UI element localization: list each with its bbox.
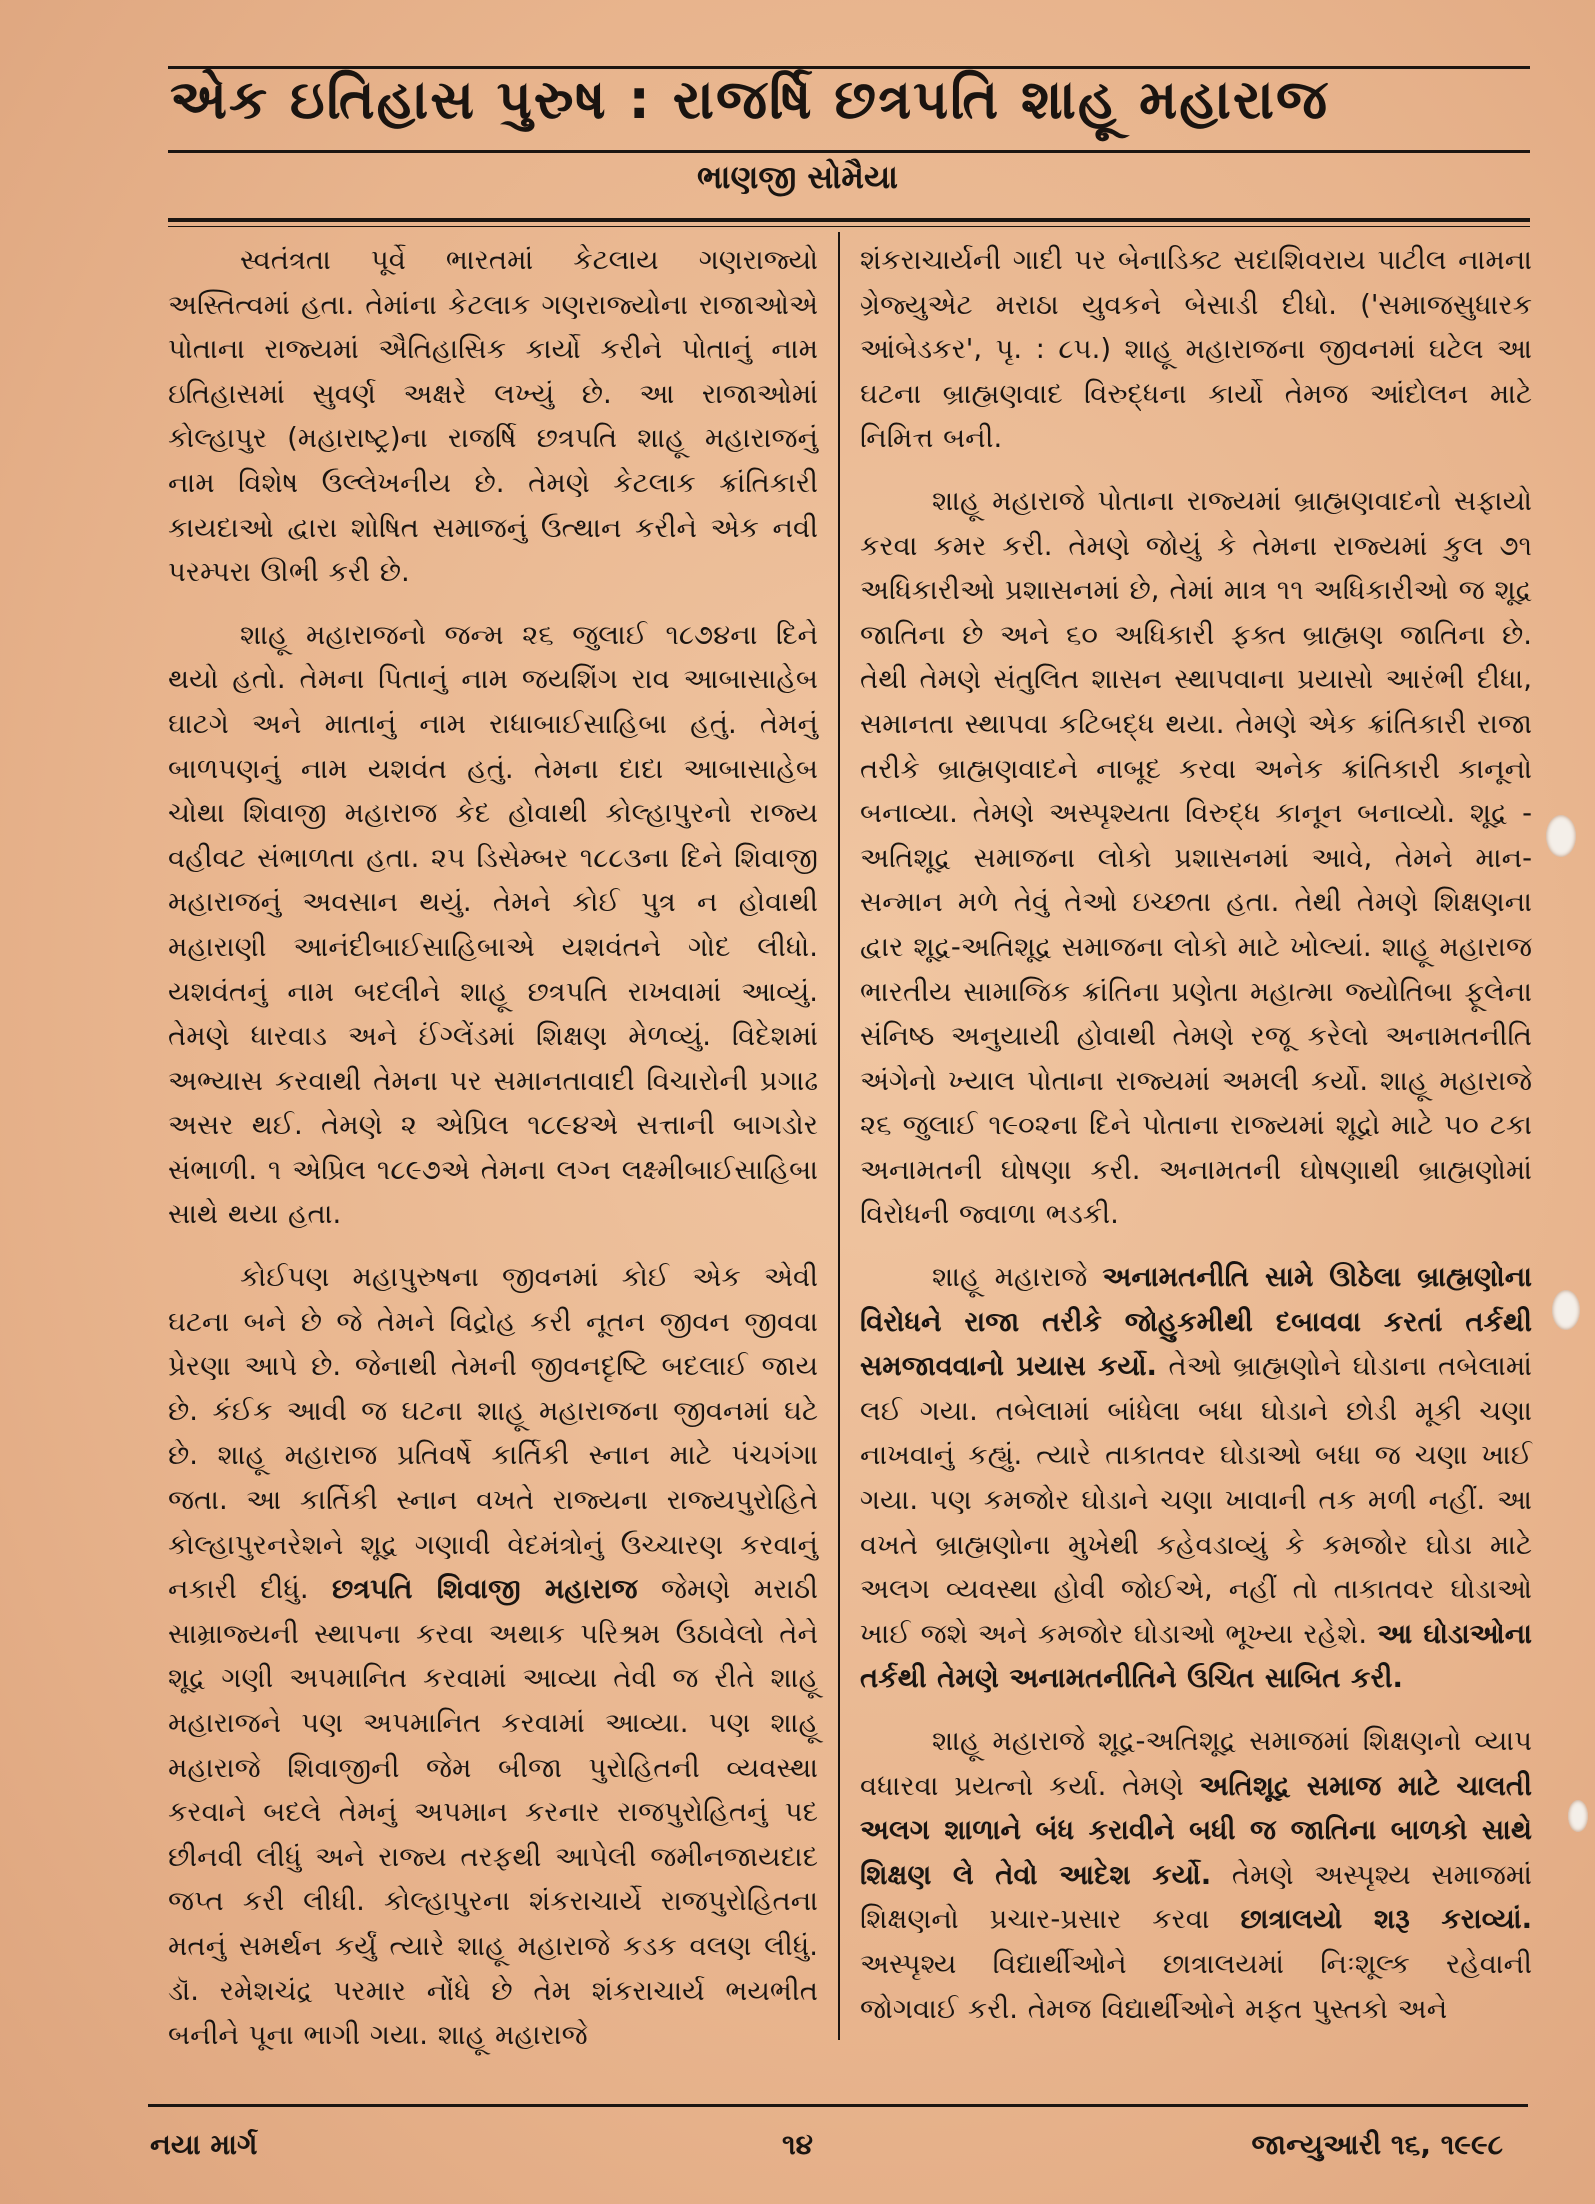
bold-text: છત્રપતિ શિવાજી મહારાજ (332, 1573, 638, 1606)
author-rule-thin (168, 226, 1530, 227)
footer-rule (148, 2104, 1528, 2107)
text-span: કોઈપણ મહાપુરુષના જીવનમાં કોઈ એક એવી ઘટના બને છે જે તેમને વિદ્રોહ કરી નૂતન જીવન જીવવા પ્રેરણા આપે છે. જેનાથી તેમની જીવનદૃષ્ટિ બદલાઈ જાય છે. કંઈક આવી જ ઘટના શાહૂ મહારાજના જીવનમાં ઘટે છે. શાહૂ મહારાજ પ્રતિવર્ષે કાર્તિકી સ્નાન માટે પંચગંગા જતા. આ કાર્તિકી સ્નાન વખતે રાજ્યના રાજ્યપુરોહિતે કોલ્હાપુરનરેશને શૂદ્ર ગણાવી વેદમંત્રોનું ઉચ્ચારણ કરવાનું નકારી દીધું. (168, 1261, 818, 1606)
paragraph: શંકરાચાર્યની ગાદી પર બેનાડિક્ટ સદાશિવરાય પાટીલ નામના ગ્રેજ્યુએટ મરાઠા યુવકને બેસાડી દીધો. ('સમાજસુધારક આંબેડકર', પૃ. : ૮૫.) શાહૂ મહારાજના જીવનમાં ઘટેલ આ ઘટના બ્રાહ્મણવાદ વિરુદ્ધના કાર્યો તેમજ આંદોલન માટે નિમિત્ત બની. (860, 244, 1532, 455)
author-rule (168, 218, 1530, 222)
page-number: ૧૪ (781, 2128, 814, 2161)
paragraph: સ્વતંત્રતા પૂર્વે ભારતમાં કેટલાય ગણરાજ્યો અસ્તિત્વમાં હતા. તેમાંના કેટલાક ગણરાજ્યોના રાજાઓએ પોતાના રાજ્યમાં ઐતિહાસિક કાર્યો કરીને પોતાનું નામ ઇતિહાસમાં સુવર્ણ અક્ષરે લખ્યું છે. આ રાજાઓમાં કોલ્હાપુર (મહારાષ્ટ્ર)ના રાજર્ષિ છત્રપતિ શાહૂ મહારાજનું નામ વિશેષ ઉલ્લેખનીય છે. તેમણે કેટલાક ક્રાંતિકારી કાયદાઓ દ્વારા શોષિત સમાજનું ઉત્થાન કરીને એક નવી પરમ્પરા ઊભી કરી છે. (168, 244, 818, 589)
text-span: જેમણે મરાઠી સામ્રાજ્યની સ્થાપના કરવા અથાક પરિશ્રમ ઉઠાવેલો તેને શૂદ્ર ગણી અપમાનિત કરવામાં આવ્યા તેવી જ રીતે શાહૂ મહારાજને પણ અપમાનિત કરવામાં આવ્યા. પણ શાહૂ મહારાજે શિવાજીની જેમ બીજા પુરોહિતની વ્યવસ્થા કરવાને બદલે તેમનું અપમાન કરનાર રાજપુરોહિતનું પદ છીનવી લીધું અને રાજ્ય તરફથી આપેલી જમીનજાયદાદ જપ્ત કરી લીધી. કોલ્હાપુરના શંકરાચાર્યે રાજપુરોહિતના મતનું સમર્થન કર્યું ત્યારે શાહૂ મહારાજે કડક વલણ લીધું. ડૉ. રમેશચંદ્ર પરમાર નોંધે છે તેમ શંકરાચાર્ય ભયભીત બનીને પૂના ભાગી ગયા. શાહૂ મહારાજે (168, 1573, 818, 2052)
paragraph: શાહૂ મહારાજનો જન્મ ૨૬ જુલાઈ ૧૮૭૪ના દિને થયો હતો. તેમના પિતાનું નામ જયશિંગ રાવ આબાસાહેબ ઘાટગે અને માતાનું નામ રાધાબાઈસાહિબા હતું. તેમનું બાળપણનું નામ યશવંત હતું. તેમના દાદા આબાસાહેબ ચોથા શિવાજી મહારાજ કેદ હોવાથી કોલ્હાપુરનો રાજ્ય વહીવટ સંભાળતા હતા. ૨૫ ડિસેમ્બર ૧૮૮૩ના દિને શિવાજી મહારાજનું અવસાન થયું. તેમને કોઈ પુત્ર ન હોવાથી મહારાણી આનંદીબાઈસાહિબાએ યશવંતને ગોદ લીધો. યશવંતનું નામ બદલીને શાહૂ છત્રપતિ રાખવામાં આવ્યું. તેમણે ધારવાડ અને ઈંગ્લેંડમાં શિક્ષણ મેળવ્યું. વિદેશમાં અભ્યાસ કરવાથી તેમના પર સમાનતાવાદી વિચારોની પ્રગાઢ અસર થઈ. તેમણે ૨ એપ્રિલ ૧૮૯૪એ સત્તાની બાગડોર સંભાળી. ૧ એપ્રિલ ૧૮૯૭એ તેમના લગ્ન લક્ષ્મીબાઈસાહિબા સાથે થયા હતા. (168, 618, 818, 1231)
text-span: તેઓ બ્રાહ્મણોને ઘોડાના તબેલામાં લઈ ગયા. તબેલામાં બાંધેલા બધા ઘોડાને છોડી મૂકી ચણા નાખવાનું કહ્યું. ત્યારે તાકાતવર ઘોડાઓ બધા જ ચણા ખાઈ ગયા. પણ કમજોર ઘોડાને ચણા ખાવાની તક મળી નહીં. આ વખતે બ્રાહ્મણોના મુખેથી કહેવડાવ્યું કે કમજોર ઘોડા માટે અલગ વ્યવસ્થા હોવી જોઈએ, નહીં તો તાકાતવર ઘોડાઓ ખાઈ જશે અને કમજોર ઘોડાઓ ભૂખ્યા રહેશે. (860, 1350, 1533, 1650)
paragraph: શાહૂ મહારાજે પોતાના રાજ્યમાં બ્રાહ્મણવાદનો સફાયો કરવા કમર કરી. તેમણે જોયું કે તેમના રાજ્યમાં કુલ ૭૧ અધિકારીઓ પ્રશાસનમાં છે, તેમાં માત્ર ૧૧ અધિકારીઓ જ શૂદ્ર જાતિના છે અને ૬૦ અધિકારી ફક્ત બ્રાહ્મણ જાતિના છે. તેથી તેમણે સંતુલિત શાસન સ્થાપવાના પ્રયાસો આરંભી દીધા, સમાનતા સ્થાપવા કટિબદ્ધ થયા. તેમણે એક ક્રાંતિકારી રાજા તરીકે બ્રાહ્મણવાદને નાબૂદ કરવા અનેક ક્રાંતિકારી કાનૂનો બનાવ્યા. તેમણે અસ્પૃશ્યતા વિરુદ્ધ કાનૂન બનાવ્યો. શૂદ્ર - અતિશૂદ્ર સમાજના લોકો પ્રશાસનમાં આવે, તેમને માન-સન્માન મળે તેવું તેઓ ઇચ્છતા હતા. તેથી તેમણે શિક્ષણના દ્વાર શૂદ્ર-અતિશૂદ્ર સમાજના લોકો માટે ખોલ્યાં. શાહૂ મહારાજ ભારતીય સામાજિક ક્રાંતિના પ્રણેતા મહાત્મા જ્યોતિબા ફૂલેના સંનિષ્ઠ અનુયાયી હોવાથી તેમણે રજૂ કરેલો અનામતનીતિ અંગેનો ખ્યાલ પોતાના રાજ્યમાં અમલી કર્યો. શાહૂ મહારાજે ૨૬ જુલાઈ ૧૯૦૨ના દિને પોતાના રાજ્યમાં શૂદ્રો માટે ૫૦ ટકા અનામતની ઘોષણા કરી. અનામતની ઘોષણાથી બ્રાહ્મણોમાં વિરોધની જ્વાળા ભડકી. (860, 484, 1532, 1231)
bold-text: આ ઘોડાઓના તર્કથી તેમણે અનામતનીતિને ઉચિત સાબિત કરી. (860, 1617, 1532, 1695)
column-divider (838, 232, 840, 2040)
paragraph (860, 1255, 1532, 1701)
article-title: એક ઇતિહાસ પુરુષ : રાજર્ષિ છત્રપતિ શાહૂ મહારાજ (170, 68, 1330, 131)
bold-text: અનામતનીતિ સામે ઊઠેલા બ્રાહ્મણોના વિરોધને રાજા તરીકે જોહુકમીથી દબાવવા કરતાં તર્કથી સમજાવવાનો પ્રયાસ કર્યો. (860, 1261, 1532, 1383)
article-author: ભાણજી સોમૈયા (697, 158, 898, 196)
text-span: અસ્પૃશ્ય વિદ્યાર્થીઓને છાત્રાલયમાં નિઃશૂલ્ક રહેવાની જોગવાઈ કરી. તેમજ વિદ્યાર્થીઓને મફત પુસ્તકો અને (860, 1947, 1532, 2025)
paragraph (168, 1255, 818, 2058)
text-span: શાહૂ મહારાજે (932, 1261, 1088, 1294)
publication-name: નયા માર્ગ (150, 2128, 258, 2161)
punch-hole (1546, 815, 1576, 857)
issue-date: જાન્યુઆરી ૧૬, ૧૯૯૮ (1251, 2128, 1503, 2161)
bold-text: અતિશૂદ્ર સમાજ માટે ચાલતી અલગ શાળાને બંધ કરાવીને બધી જ જાતિના બાળકો સાથે શિક્ષણ લે તેવો આદેશ કર્યો. (860, 1769, 1533, 1891)
left-column (168, 238, 818, 2076)
punch-hole (1568, 1800, 1588, 1832)
text-span: તેમણે અસ્પૃશ્ય સમાજમાં શિક્ષણનો પ્રચાર-પ્રસાર કરવા (860, 1858, 1532, 1936)
paragraph (860, 1719, 1532, 2031)
right-column (860, 238, 1532, 2049)
title-underline (168, 150, 1530, 153)
text-span: શાહૂ મહારાજે શૂદ્ર-અતિશૂદ્ર સમાજમાં શિક્ષણનો વ્યાપ વધારવા પ્રયત્નો કર્યા. તેમણે (860, 1725, 1532, 1802)
punch-hole (1552, 1290, 1580, 1330)
bold-text: છાત્રાલયો શરૂ કરાવ્યાં. (1240, 1903, 1533, 1936)
